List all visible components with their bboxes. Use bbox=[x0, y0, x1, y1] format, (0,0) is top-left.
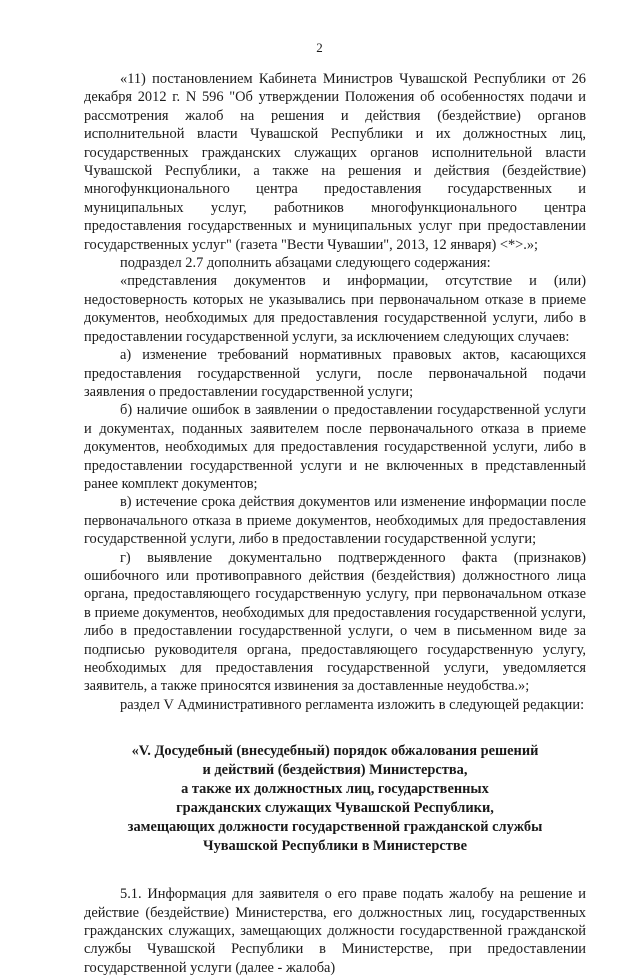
section-heading bbox=[84, 742, 586, 856]
paragraph-5-1: 5.1. Информация для заявителя о его праве подать жалобу на решение и действие (бездействие) Министерства, его должностных лиц, государственных гражданских служащих, замещающих должности государственной гражданской службы Чувашской Республики в Министерстве, при предоставлении государственной услуги (далее - жалоба) bbox=[84, 886, 586, 976]
heading-line: замещающих должности государственной гражданской службы bbox=[127, 819, 543, 836]
heading-line: гражданских служащих Чувашской Республики, bbox=[176, 800, 494, 817]
paragraph-item-v: в) истечение срока действия документов или изменение информации после первоначального отказа в приеме документов, необходимых для предоставления государственной услуги, либо в предоставлении государственной услуги; bbox=[84, 494, 586, 548]
paragraph-item-11: «11) постановлением Кабинета Министров Чувашской Республики от 26 декабря 2012 г. N 596 "Об утверждении Положения об особенностях подачи и рассмотрения жалоб на решения и действия (бездействие) органов исполнительной власти Чувашской Республики и их должностных лиц, государственных гражданских служащих органов исполнительной власти Чувашской Республики, а также на решения и действия (бездействие) многофункционального центра предоставления государственных и муниципальных услуг, работников многофункционального центра предоставления государственных и муниципальных услуг при предоставлении государственных услуг" (газета "Вести Чувашии", 2013, 12 января) <*>.»; bbox=[84, 71, 586, 253]
heading-line: «V. Досудебный (внесудебный) порядок обжалования решений bbox=[131, 743, 539, 760]
paragraph-documents-intro: «представления документов и информации, отсутствие и (или) недостоверность которых не указывались при первоначальном отказе в приеме документов, необходимых для предоставления государственной услуги, либо в предоставлении государственной услуги, за исключением следующих случаев: bbox=[84, 273, 586, 345]
paragraph-section-v-intro: раздел V Административного регламента изложить в следующей редакции: bbox=[120, 696, 585, 713]
page-number: 2 bbox=[316, 40, 323, 55]
paragraph-item-a: а) изменение требований нормативных правовых актов, касающихся предоставления государственной услуги, после первоначальной подачи заявления о предоставлении государственной услуги; bbox=[84, 347, 586, 400]
paragraph-item-b: б) наличие ошибок в заявлении о предоставлении государственной услуги и документах, поданных заявителем после первоначального отказа в приеме документов, необходимых для предоставления государственной услуги, либо в предоставлении государственной услуги и не включенных в представленный ранее комплект документов; bbox=[84, 402, 586, 492]
document-body bbox=[84, 70, 586, 977]
heading-line: и действий (бездействия) Министерства, bbox=[202, 762, 468, 779]
heading-line: Чувашской Республики в Министерстве bbox=[203, 838, 467, 855]
paragraph-item-g: г) выявление документально подтвержденного факта (признаков) ошибочного или противоправного действия (бездействия) должностного лица органа, предоставляющего государственную услугу, при первоначальном отказе в приеме документов, необходимых для предоставления государственной услуги, либо в предоставлении государственной услуги, о чем в письменном виде за подписью руководителя органа, предоставляющего государственную услугу, необходимых для предоставления государственной услуги, уведомляется заявитель, а также приносятся извинения за доставленные неудобства.»; bbox=[84, 549, 586, 695]
paragraph-subsection-2-7: подраздел 2.7 дополнить абзацами следующего содержания: bbox=[120, 255, 491, 272]
heading-line: а также их должностных лиц, государственных bbox=[181, 781, 489, 798]
